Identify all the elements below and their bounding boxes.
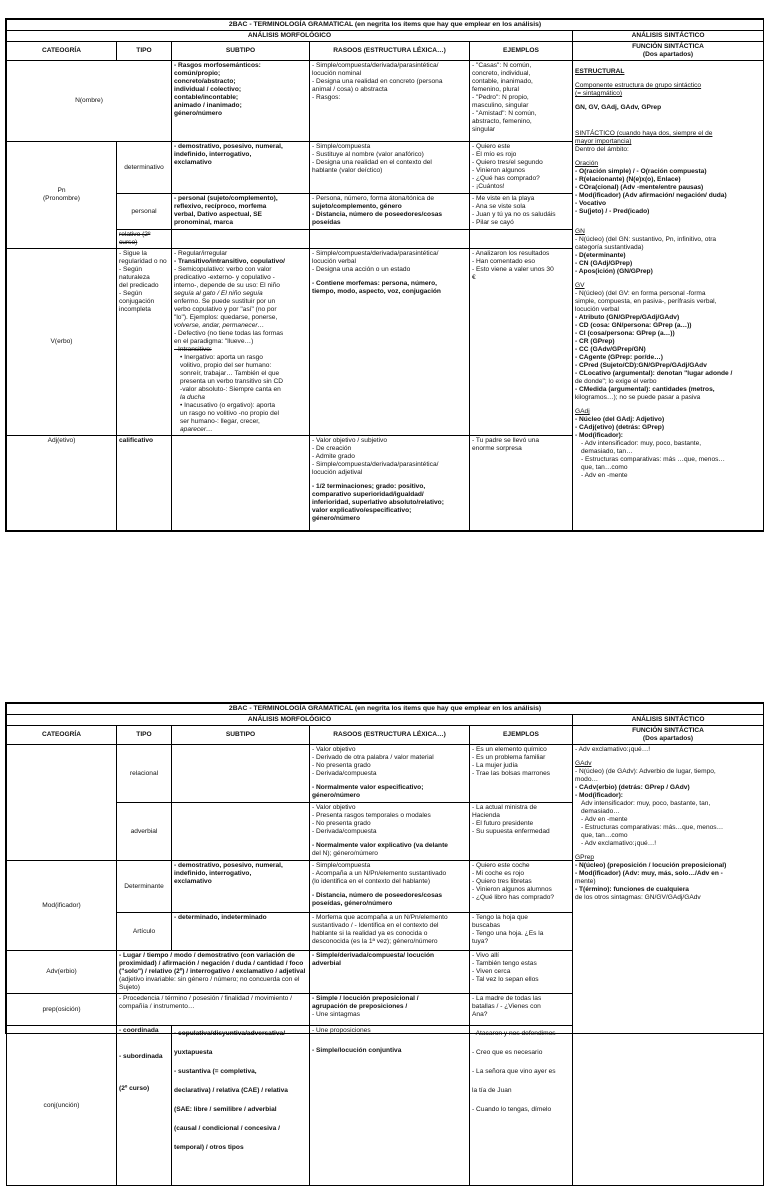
pron-det-rasgos: - Simple/compuesta - Sustituye al nombre (valor anafórico) - Designa una realidad en el contexto del hablante (valor deíctico) [310,142,470,194]
header-subtipo: SUBTIPO [172,42,310,61]
pron-pers-rasgos: - Persona, número, forma átona/tónica de sujeto/complemento, género - Distancia, número de poseedores/cosas poseídas [310,194,470,230]
prep-ejemplos: - La madre de todas las batallas / - ¿Vienes con Ana? [470,994,573,1026]
synt-title-2: ANÁLISIS SINTÁCTICO [573,715,764,726]
sheet-title-2: 2BAC - TERMINOLOGÍA GRAMATICAL (en negrita los ítems que hay que emplear en los análisis) [7,704,764,715]
conj-subtipo: - copulativa/disyuntiva/adversativa/ yuxtapuesta - sustantiva (= completiva, declarativa) / relativa (CAE) / relativa (SAE: libre / semilibre / adverbial (causal / condicional / concesiva / temporal) / otros tipos [172,1026,310,1186]
mod-det-ejemplos: - Quiero este coche - Mi coche es rojo - Quiero tres libretas - Vinieron algunos alumnos - ¿Qué libro has comprado? [470,861,573,913]
cat-modificador: Mod(ificador) [7,861,117,951]
pron-det-tipo: determinativo [117,142,172,194]
synt-sub2: (Dos apartados) [642,51,694,58]
adj-adv-rasgos: - Valor objetivo - Presenta rasgos temporales o modales - No presenta grado - Derivada/compuesta - Normalmente valor explicativo (va delante del N); género/número [310,803,470,861]
adj-rel-ejemplos: - Es un elemento químico - Es un problema familiar - La mujer judía - Trae las bolsas marrones [470,745,573,803]
adj-adv-tipo: adverbial [117,803,172,861]
mod-det-subtipo: - demostrativo, posesivo, numeral, indefinido, interrogativo, exclamativo [172,861,310,913]
mod-art-rasgos: - Morfema que acompaña a un N/Pn/elemento sustantivado / - Identifica en el contexto del hablante si la realidad ya es conocida o desconocida (es la 1ª vez); género/número [310,913,470,951]
nombre-subtipo: - Rasgos morfosemánticos: común/propio; concreto/abstracto; individual / colectivo; contable/incontable; animado / inanimado; género/número [172,61,310,142]
synt-title: ANÁLISIS SINTÁCTICO [573,31,764,42]
adverbio-rasgos: - Simple/derivada/compuesta/ locución adverbial [310,951,470,994]
prep-subtipo: - Procedencia / término / posesión / finalidad / movimiento / compañía / instrumento… [117,994,310,1026]
nombre-ejemplos: - "Casas": N común, concreto, individual, contable, inanimado, femenino, plural - "Pedro": N propio, masculino, singular - "Amistad": N común, abstracto, femenino, singular [470,61,573,142]
header-tipo-2: TIPO [117,726,172,745]
cat-verbo: V(erbo) [7,249,117,436]
terminology-table-page-1 [5,18,764,532]
cat-adjetivo: Adj(etivo) [7,436,117,531]
prep-rasgos: - Simple / locución preposicional / agrupación de preposiciones / - Une sintagmas [310,994,470,1026]
pron-pers-ejemplos: - Me viste en la playa - Ana se viste sola - Juan y tú ya no os saludáis - Pilar se cayó [470,194,573,230]
cat-pronombre: Pn (Pronombre) [7,142,117,249]
terminology-table-page-2 [5,702,764,1151]
header-categoria: CATEOGRÍA [7,42,117,61]
estructural-label: ESTRUCTURAL [575,68,625,75]
morph-title: ANÁLISIS MORFOLÓGICO [7,31,573,42]
header-tipo: TIPO [117,42,172,61]
header-categoria-2: CATEOGRÍA [7,726,117,745]
header-ejemplos: EJEMPLOS [470,42,573,61]
mod-det-rasgos: - Simple/compuesta - Acompaña a un N/Pn/elemento sustantivado (lo identifica en el contexto del hablante) - Distancia, número de poseedores/cosas poseídas, género/número [310,861,470,913]
pron-pers-tipo: personal [117,194,172,230]
sheet-title: 2BAC - TERMINOLOGÍA GRAMATICAL (en negrita los ítems que hay que emplear en los análisis) [7,20,764,31]
header-rasgos-2: RASOOS (ESTRUCTURA LÉXICA…) [310,726,470,745]
mod-det-tipo: Determinante [117,861,172,913]
verbo-tipo: - Sigue la regularidad o no - Según naturaleza del predicado - Según conjugación incompleta [117,249,172,436]
verbo-rasgos: - Simple/compuesta/derivada/parasintética/ locución verbal - Designa una acción o un estado - Contiene morfemas: persona, número, tiempo, modo, aspecto, voz, conjugación [310,249,470,436]
pron-det-ejemplos: - Quiero este - El mío es rojo - Quiero tres/el segundo - Vinieron algunos - ¿Qué has comprado? - ¡Cuántos! [470,142,573,194]
nombre-rasgos: - Simple/compuesta/derivada/parasintética/ locución nominal - Designa una realidad en concreto (persona animal / cosa) o abstracta - Rasgos: [310,61,470,142]
verbo-ejemplos: - Analizaron los resultados - Han comentado eso - Esto viene a valer unos 30 € [470,249,573,436]
adj-rel-tipo: relacional [117,745,172,803]
synt-sub1: FUNCIÓN SINTÁCTICA [632,43,704,50]
mod-art-tipo: Artículo [117,913,172,951]
cat-adverbio: Adv(erbio) [7,951,117,994]
header-rasgos: RASOOS (ESTRUCTURA LÉXICA…) [310,42,470,61]
cat-preposicion: prep(osición) [7,994,117,1026]
pron-det-subtipo: - demostrativo, posesivo, numeral, indefinido, interrogativo, exclamativo [172,142,310,194]
adj-ejemplos: - Tu padre se llevó una enorme sorpresa [470,436,573,531]
adverbio-ejemplos: - Vivo allí - También tengo estas - Viven cerca - Tal vez lo sepan ellos [470,951,573,994]
conj-tipo: - coordinada - subordinada (2º curso) [117,1026,172,1186]
header-funcion [573,42,764,61]
cat-conjuncion: conj(unción) [7,1026,117,1186]
conj-ejemplos: - Atacaron y nos defendimos - Creo que es necesario - La señora que vino ayer es la tía de Juan - Cuando lo tengas, dímelo [470,1026,573,1186]
adj-tipo: calificativo [117,436,172,531]
adj-adv-ejemplos: - La actual ministra de Hacienda - El futuro presidente - Su supuesta enfermedad [470,803,573,861]
cat-nombre: N(ombre) [7,61,172,142]
adj-rasgos: - Valor objetivo / subjetivo - De creación - Admite grado - Simple/compuesta/derivada/parasintética/ locución adjetival - 1/2 terminaciones; grado: positivo, comparativo superioridad/igualdad/ inferioridad, superlativo absoluto/relativo; valor explicativo/especificativo; género/número [310,436,470,531]
adj-rel-rasgos: - Valor objetivo - Derivado de otra palabra / valor material - No presenta grado - Derivada/compuesta - Normalmente valor especificativo; género/número [310,745,470,803]
verbo-subtipo: - Regular/irregular - Transitivo/intransitivo, copulativo/ - Semicopulativo: verbo con valor predicativo -externo- y copulativo - interno-, depende de su uso: El niño seguía al gato / El niño seguía enfermo. Se puede sustituir por un verbo copulativo y por "así" (no por "lo"). Ejemplos: quedarse, ponerse, volverse, andar, permanecer… - Defectivo (no tiene todas las formas en el paradigma: "llueve…) - Intransitivo: • Inergativo: aporta un rasgo volitivo, propio del ser humano: sonreír, trabajar… También el que presenta un verbo transitivo sin CD -valor absoluto-: Siempre canta en la ducha • Inacusativo (o ergativo): aporta un rasgo no volitivo -no propio del ser humano-: llegar, crecer, aparecer… [172,249,310,436]
synt-column-2: - Adv exclamativo:¡qué…! GAdv - N(úcleo) (de GAdv): Adverbio de lugar, tiempo, modo… - CAdv(erbio) (detrás: GPrep / GAdv) - Mod(ificador): Adv intensificador: muy, poco, bastante, tan, demasiado… - Adv en -mente - Estructuras comparativas: más…que, menos… que, tan…como - Adv exclamativo:¡qué…! GPrep - N(úcleo) (preposición / locución preposicional) - Mod(ificador) (Adv: muy, más, solo…/Adv en - mente) - T(érmino): funciones de cualquiera de los otros sintagmas: GN/GV/GAdj/GAdv [573,745,764,1186]
pron-rel-tipo: relativo (2º curso) [117,230,172,249]
morph-title-2: ANÁLISIS MORFOLÓGICO [7,715,573,726]
header-funcion-2: FUNCIÓN SINTÁCTICA (Dos apartados) [573,726,764,745]
mod-art-ejemplos: - Tengo la hoja que buscabas - Tengo una hoja. ¿Es la tuya? [470,913,573,951]
synt-column-1: ESTRUCTURAL Componente estructura de grupo sintáctico (= sintagmático) GN, GV, GAdj, GAdv, GPrep SINTÁCTICO (cuando haya dos, siempre el de mayor importancia) Dentro del ámbito: Oración - O(ración simple) / - O(ración compuesta) - R(elacionante) (N(e)x(o), Enlace) - COra(cional) (Adv -mente/entre pausas) - Mod(ificador) (Adv afirmación/ negación/ duda) - Vocativo - Su(jeto) / - Pred(icado) GN - N(úcleo) (del GN: sustantivo, Pn, infinitivo, otra categoría sustantivada) - D(eterminante) - CN (GAdj/GPrep) - Apos(ición) (GN/GPrep) GV - N(úcleo) (del GV: en forma personal -forma simple, compuesta, en pasiva-, perífrasis verbal, locución verbal - Atributo (GN/GPrep/GAdj/GAdv) - CD (cosa: GN/persona: GPrep (a…)) - CI (cosa/persona: GPrep (a…)) - CR (GPrep) - CC (GAdv/GPrep/GN) - CAgente (GPrep: por/de…) - CPred (Sujeto/CD):GN/GPrep/GAdj/GAdv - CLocativo (argumental): denotan "lugar adonde / de donde"; lo exige el verbo - CMedida (argumental): cantidades (metros, kilogramos…); no se puede pasar a pasiva GAdj - Núcleo (del GAdj: Adjetivo) - CAdj(etivo) (detrás: GPrep) - Mod(ificador): - Adv intensificador: muy, poco, bastante, demasiado, tan… - Estructuras comparativas: más …que, menos… que, tan…como - Adv en -mente [573,61,764,531]
header-subtipo-2: SUBTIPO [172,726,310,745]
conj-rasgos: - Une proposiciones - Simple/locución conjuntiva [310,1026,470,1186]
adverbio-subtipo: - Lugar / tiempo / modo / demostrativo (con variación de proximidad) / afirmación / negación / duda / cantidad / foco ("solo") / relativo (2º) / interrogativo / exclamativo / adjetival (adjetivo invariable: sin género / número; no concuerda con el Sujeto) [117,951,310,994]
mod-art-subtipo: - determinado, indeterminado [172,913,310,951]
header-ejemplos-2: EJEMPLOS [470,726,573,745]
pron-pers-subtipo: - personal (sujeto/complemento), reflexivo, recíproco, morfema verbal, Dativo aspectual, SE pronominal, marca [172,194,310,230]
